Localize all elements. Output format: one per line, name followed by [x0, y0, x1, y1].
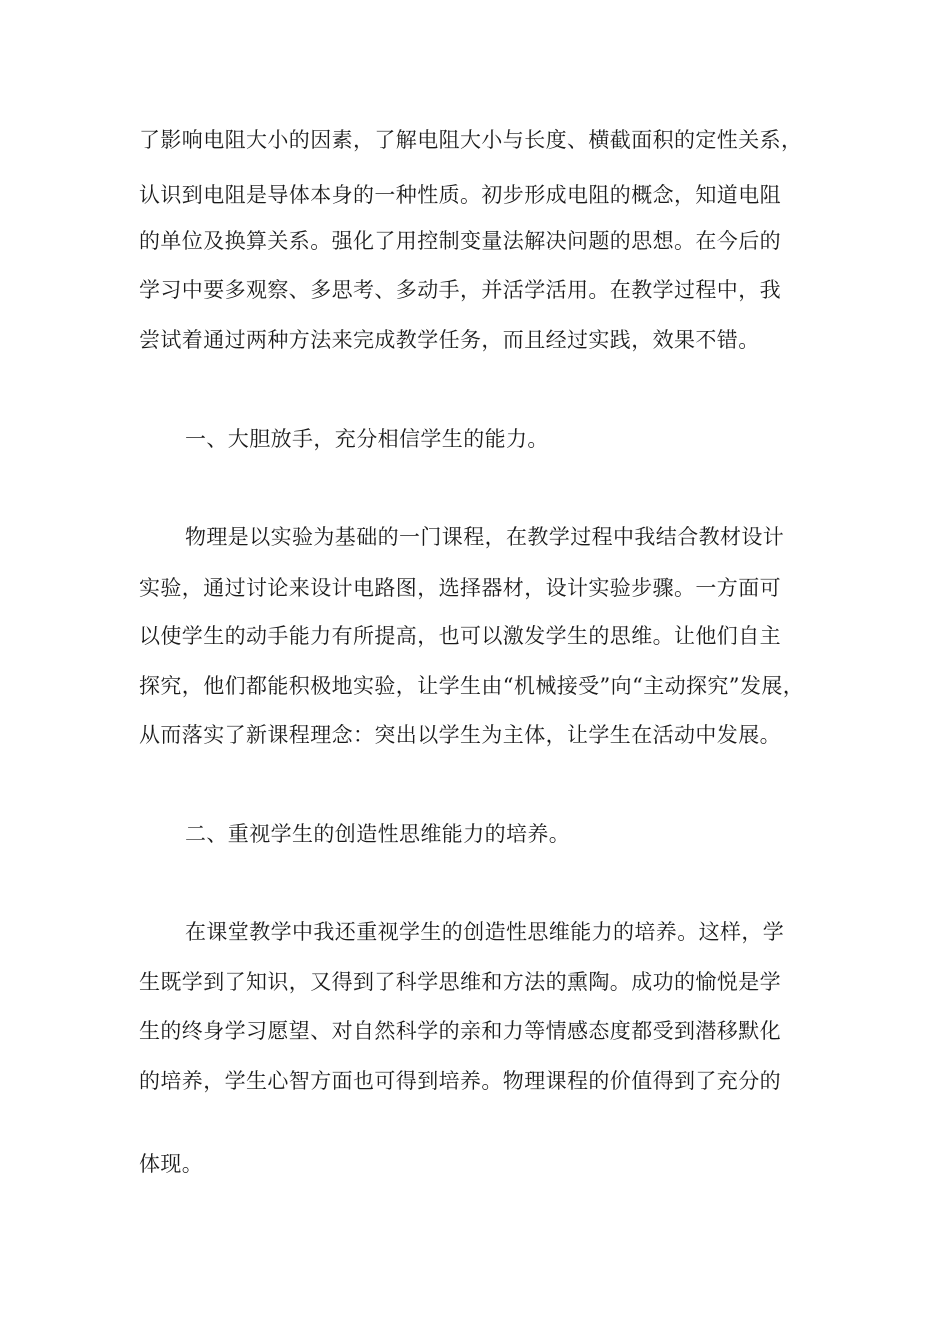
- intro-line: 尝试着通过两种方法来完成教学任务，而且经过实践，效果不错。: [139, 328, 760, 352]
- section-1-line: 从而落实了新课程理念：突出以学生为主体，让学生在活动中发展。: [139, 723, 781, 747]
- section-2-line: 生既学到了知识，又得到了科学思维和方法的熏陶。成功的愉悦是学: [139, 970, 781, 994]
- section-1-line: 实验，通过讨论来设计电路图，选择器材，设计实验步骤。一方面可: [139, 576, 781, 600]
- section-2-line: 在课堂教学中我还重视学生的创造性思维能力的培养。这样，学: [185, 920, 785, 944]
- section-1-line: 物理是以实验为基础的一门课程，在教学过程中我结合教材设计: [185, 525, 785, 549]
- intro-line: 学习中要多观察、多思考、多动手，并活学活用。在教学过程中，我: [139, 278, 781, 302]
- intro-line: 了影响电阻大小的因素，了解电阻大小与长度、横截面积的定性关系，: [139, 128, 803, 152]
- section-2-line: 的培养，学生心智方面也可得到培养。物理课程的价值得到了充分的: [139, 1069, 781, 1093]
- section-1-line: 探究，他们都能积极地实验，让学生由“机械接受”向“主动探究”发展，: [139, 674, 805, 698]
- intro-line: 的单位及换算关系。强化了用控制变量法解决问题的思想。在今后的: [139, 229, 781, 253]
- intro-line: 认识到电阻是导体本身的一种性质。初步形成电阻的概念，知道电阻: [139, 183, 781, 207]
- section-heading-1: 一、大胆放手，充分相信学生的能力。: [185, 427, 549, 451]
- section-heading-2: 二、重视学生的创造性思维能力的培养。: [185, 822, 571, 846]
- section-2-line: 生的终身学习愿望、对自然科学的亲和力等情感态度都受到潜移默化: [139, 1019, 781, 1043]
- section-1-line: 以使学生的动手能力有所提高，也可以激发学生的思维。让他们自主: [139, 624, 781, 648]
- section-2-line: 体现。: [139, 1152, 204, 1176]
